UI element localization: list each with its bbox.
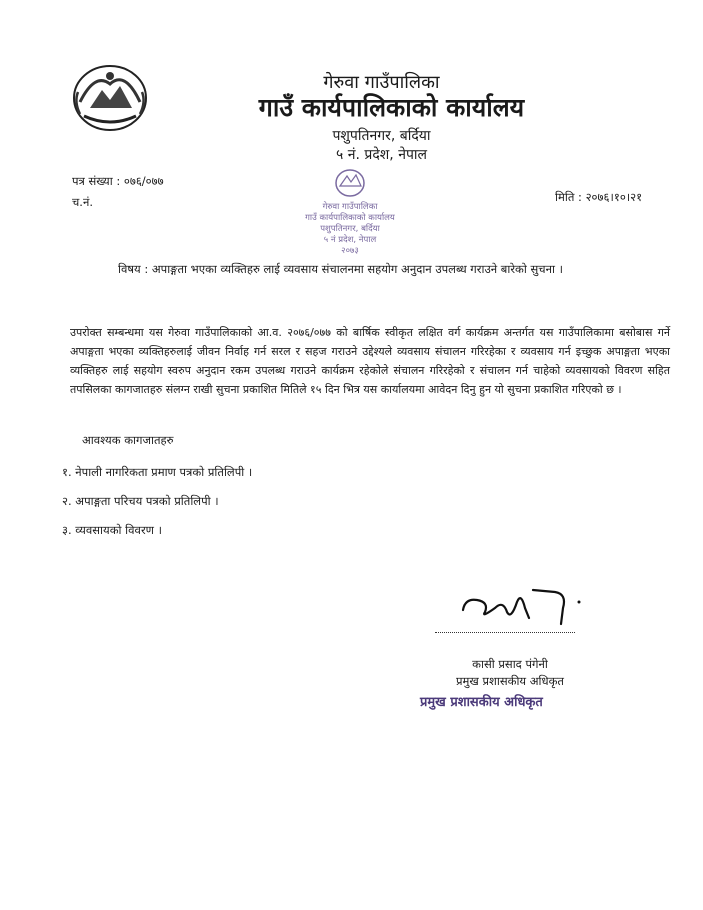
signatory-name: कासी प्रसाद पंगेनी xyxy=(472,657,548,671)
signatory-title: प्रमुख प्रशासकीय अधिकृत xyxy=(456,674,564,688)
stamp-line-5: २०७३ xyxy=(341,246,359,256)
stamp-line-4: ५ नं प्रदेश, नेपाल xyxy=(323,235,377,245)
signature-line xyxy=(435,632,575,633)
stamp-emblem-icon xyxy=(295,168,405,198)
stamp-line-2: गाउँ कार्यपालिकाको कार्यालय xyxy=(305,213,395,223)
letter-date: मिति : २०७६।१०।२१ xyxy=(555,190,643,204)
letter-body: उपरोक्त सम्बन्धमा यस गेरुवा गाउँपालिकाको आ.व. २०७६/०७७ को बार्षिक स्वीकृत लक्षित वर्ग कार्यक्रम अन्तर्गत यस गाउँपालिकामा बसोबास गर्ने अपाङ्गता भएका व्यक्तिहरुलाई जीवन निर्वाह गर्न सरल र सहज गराउने उद्देश्यले व्यवसाय संचालन गरिरहेका र व्यवसाय गर्न इच्छुक अपाङ्गता भएका व्यक्तिहरु लाई सहयोग स्वरुप अनुदान रकम उपलब्ध गराउने कार्यक्रम रहेकोले संचालन गरिरहेको र संचालन गर्न चाहेको व्यवसायको विवरण सहित तपसिलका कागजातहरु संलग्न राखी सुचना प्रकाशित मितिले १५ दिन भित्र यस कार्यालयमा आवेदन दिनु हुन यो सुचना प्रकाशित गरिएको छ । xyxy=(70,326,670,396)
header-municipality-name: गेरुवा गाउँपालिका xyxy=(323,72,440,93)
header-address: पशुपतिनगर, बर्दिया xyxy=(332,128,431,144)
dispatch-number: च.नं. xyxy=(72,195,93,209)
signature-icon xyxy=(455,578,585,628)
stamp-line-1: गेरुवा गाउँपालिका xyxy=(322,202,378,212)
header-office-name: गाउँ कार्यपालिकाको कार्यालय xyxy=(258,93,525,122)
header-province: ५ नं. प्रदेश, नेपाल xyxy=(335,147,428,163)
signatory-seal: प्रमुख प्रशासकीय अधिकृत xyxy=(420,695,543,710)
requirement-item: ३. व्यवसायको विवरण । xyxy=(62,523,162,537)
requirement-item: १. नेपाली नागरिकता प्रमाण पत्रको प्रतिलिपी । xyxy=(62,465,253,479)
letter-number: पत्र संख्या : ०७६/०७७ xyxy=(72,174,164,188)
stamp-line-3: पशुपतिनगर, बर्दिया xyxy=(320,224,380,234)
office-stamp xyxy=(295,168,405,268)
requirement-item: २. अपाङ्गता परिचय पत्रको प्रतिलिपी । xyxy=(62,494,219,508)
requirements-title: आवश्यक कागजातहरु xyxy=(82,433,174,447)
letter-subject: विषय : अपाङ्गता भएका व्यक्तिहरु लाई व्यवसाय संचालनमा सहयोग अनुदान उपलब्ध गराउने बारेको सुचना । xyxy=(118,262,563,276)
